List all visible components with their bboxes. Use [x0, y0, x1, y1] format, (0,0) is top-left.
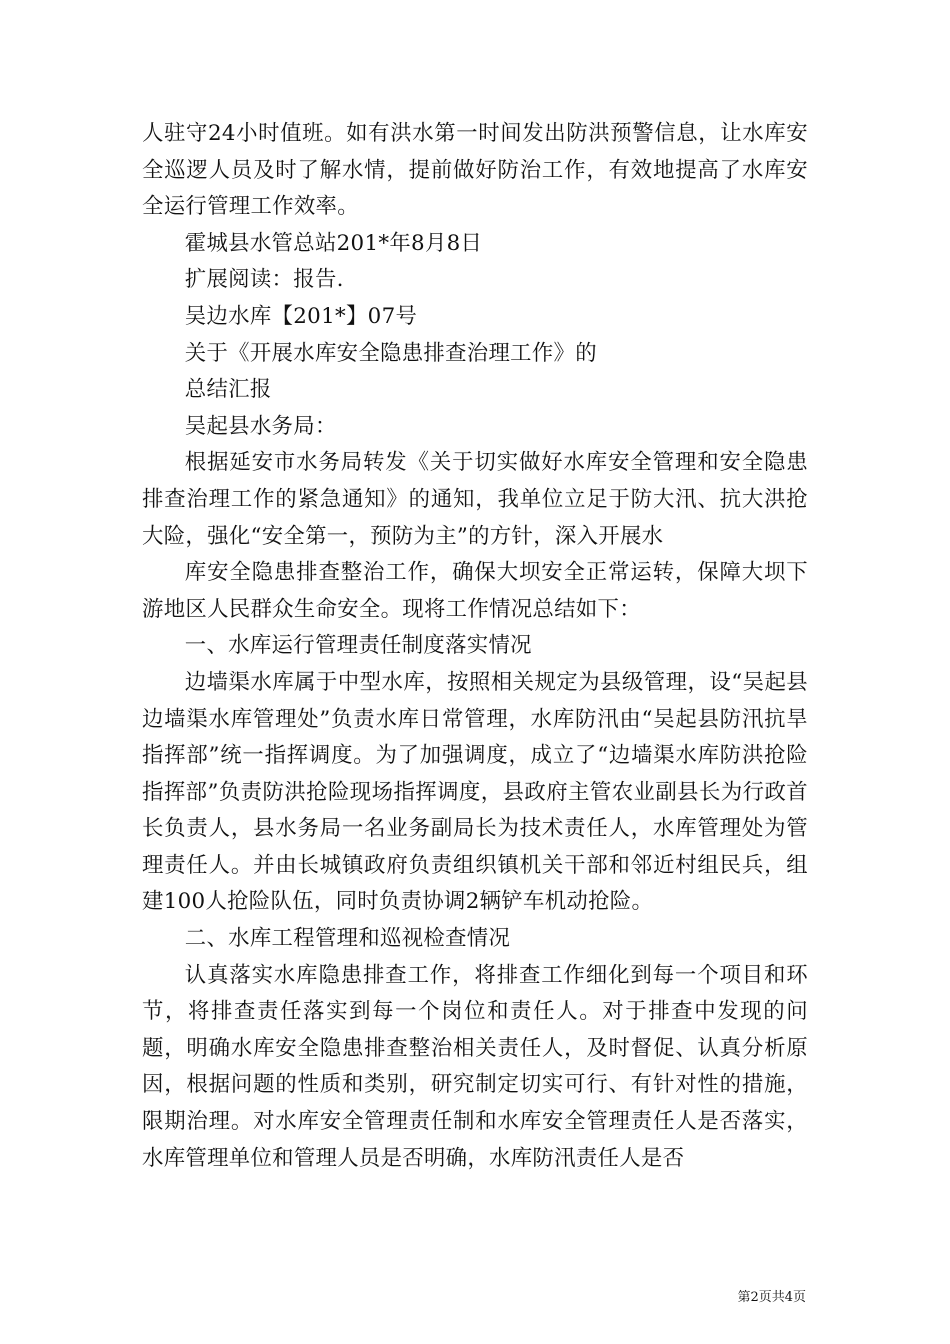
paragraph-intro-cont: 库安全隐患排查整治工作，确保大坝安全正常运转，保障大坝下游地区人民群众生命安全。现将工作情况总结如下： — [142, 560, 808, 622]
report-title-line-2: 总结汇报 — [184, 377, 272, 403]
document-number: 吴边水库【201*】07号 — [184, 303, 418, 329]
report-title-line-1: 关于《开展水库安全隐患排查治理工作》的 — [184, 340, 597, 366]
addressee: 吴起县水务局： — [184, 413, 337, 439]
signature-line: 霍城县水管总站201*年8月8日 — [184, 230, 483, 256]
extended-reading-label: 扩展阅读：报告. — [184, 267, 344, 293]
page-number-footer: 第2页共4页 — [737, 1290, 806, 1305]
paragraph-section-1: 边墙渠水库属于中型水库，按照相关规定为县级管理，设“吴起县边墙渠水库管理处”负责水库日常管理，水库防汛由“吴起县防汛抗旱指挥部”统一指挥调度。为了加强调度，成立了“边墙渠水库防洪抢险指挥部”负责防洪抢险现场指挥调度，县政府主管农业副县长为行政首长负责人，县水务局一名业务副局长为技术责任人，水库管理处为管理责任人。并由长城镇政府负责组织镇机关干部和邻近村组民兵，组建100人抢险队伍，同时负责协调2辆铲车机动抢险。 — [142, 669, 808, 915]
paragraph-continuation: 人驻守24小时值班。如有洪水第一时间发出防洪预警信息，让水库安全巡逻人员及时了解水情，提前做好防治工作，有效地提高了水库安全运行管理工作效率。 — [142, 121, 808, 220]
section-heading-1: 一、水库运行管理责任制度落实情况 — [184, 633, 532, 659]
section-heading-2: 二、水库工程管理和巡视检查情况 — [184, 926, 511, 952]
paragraph-intro: 根据延安市水务局转发《关于切实做好水库安全管理和安全隐患排查治理工作的紧急通知》的通知，我单位立足于防大汛、抗大洪抢大险，强化“安全第一，预防为主”的方针，深入开展水 — [142, 450, 808, 549]
paragraph-section-2: 认真落实水库隐患排查工作，将排查工作细化到每一个项目和环节，将排查责任落实到每一个岗位和责任人。对于排查中发现的问题，明确水库安全隐患排查整治相关责任人，及时督促、认真分析原因，根据问题的性质和类别，研究制定切实可行、有针对性的措施，限期治理。对水库安全管理责任制和水库安全管理责任人是否落实，水库管理单位和管理人员是否明确，水库防汛责任人是否 — [142, 962, 808, 1171]
body-text — [142, 116, 808, 1177]
